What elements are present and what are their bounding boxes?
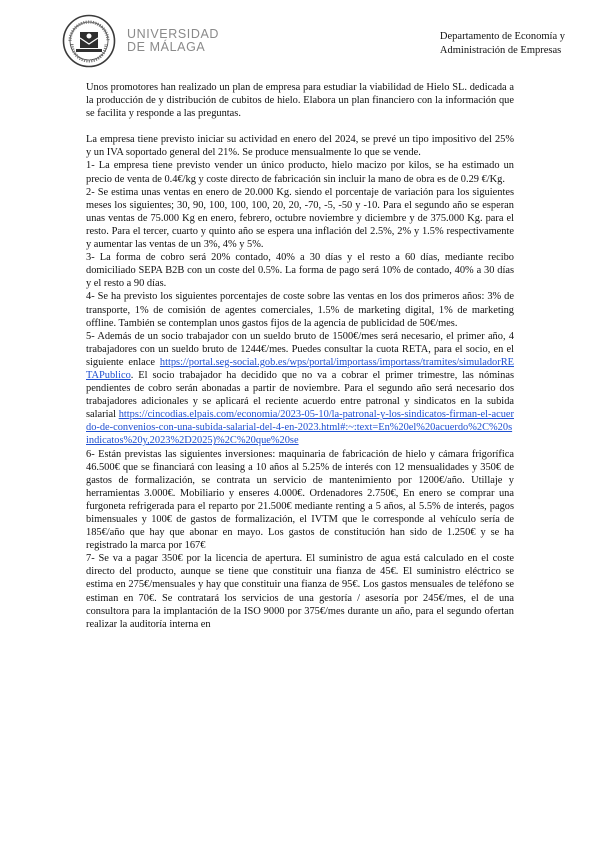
start-paragraph: La empresa tiene previsto iniciar su actividad en enero del 2024, se prevé un tipo impositivo del 25% y un IVA soportado general del 21%. Se produce mensualmente lo que se vende. — [86, 134, 514, 159]
item-5-text-b: . El socio trabajador ha decidido que no va a cobrar el primer trimestre, las nóminas pendientes de cobro serán abonadas a partir de noviembre. Para el segundo año será necesario dos trabajadores adicionales y se aplicará el reciente acuerdo entre patronal y sindicatos en la subida salarial — [86, 369, 514, 421]
department-line2: Administración de Empresas — [439, 45, 562, 56]
university-name — [127, 28, 219, 54]
document-body — [86, 81, 514, 631]
item-5-text-a: 5- Además de un socio trabajador con un sueldo bruto de 1500€/mes será necesario, el primer año, 4 trabajadores con un sueldo bruto de 1244€/mes. Puedes consultar la cuota RETA, para el socio, en el siguiente enlace — [86, 330, 514, 368]
department-name — [440, 30, 565, 58]
salary-agreement-link[interactable]: https://cincodias.elpais.com/economia/2023-05-10/la-patronal-y-los-sindicatos-firman-el-acuerdo-de-convenios-con-una-subida-salarial-del-4-en-2023.html#:~:text=En%20el%20acuerdo%2C%20sindicatos%20y,2023%2D2025)%2C%20que%20se — [86, 409, 514, 447]
page-header — [0, 0, 599, 80]
university-seal-icon — [62, 14, 116, 68]
university-name-line2: DE MÁLAGA — [127, 40, 206, 54]
department-line1: Departamento de Economía y — [439, 31, 565, 42]
item-3-paragraph: 3- La forma de cobro será 20% contado, 40% a 30 días y el resto a 60 días, mediante recibo domiciliado SEPA B2B con un coste del 0.5%. La forma de pago será 10% de contado, 40% a 30 días y el resto a 90 días. — [86, 252, 514, 290]
university-name-line1: UNIVERSIDAD — [127, 27, 220, 41]
reta-simulator-link[interactable]: https://portal.seg-social.gob.es/wps/portal/importass/importass/tramites/simuladorRETAPublico — [86, 356, 514, 381]
item-5-paragraph — [86, 330, 514, 448]
item-4-paragraph: 4- Se ha previsto los siguientes porcentajes de coste sobre las ventas en los dos primeros años: 3% de transporte, 1% de comisión de agentes comerciales, 1.5% de marketing digital, 1% de marketing offline. También se contemplan unos gastos fijos de la agencia de publicidad de 50€/mes. — [86, 291, 514, 329]
intro-paragraph: Unos promotores han realizado un plan de empresa para estudiar la viabilidad de Hielo SL. dedicada a la producción de y distribución de cubitos de hielo. Elabora un plan financiero con la información que se facilita y responde a las preguntas. — [86, 82, 514, 120]
item-6-paragraph: 6- Están previstas las siguientes inversiones: maquinaria de fabricación de hielo y cámara frigorífica 46.500€ que se financiará con leasing a 10 años al 5.25% de interés con 12 mensualidades y 350€ de gastos de formalización, se contrata un servicio de mantenimiento por 1200€/año. Utillaje y herramientas 3.000€. Mobiliario y enseres 4.000€. Ordenadores 2.750€, En enero se comprar una furgoneta refrigerada para el reparto por 21.500€ mediante renting a 5 años, al 5.5% de interés, pagos bimensuales y 100€ de gastos de formalización, el IVTM que le corresponde al vehículo sería de 185€/año que hay que abonar en mayo. Los gastos de constitución han sido de 1.250€ y se ha registrado la marca por 167€ — [86, 448, 514, 552]
item-2-paragraph: 2- Se estima unas ventas en enero de 20.000 Kg. siendo el porcentaje de variación para los siguientes meses los siguientes; 30, 90, 100, 100, 100, 20, 20, -70, -5, -50 y -10. Para el segundo año se esperan unas ventas de 75.000 Kg en enero, febrero, octubre noviembre y diciembre y de 375.000 Kg. para el resto. Para el tercer, cuarto y quinto año se espera una inflación del 2.5%, 2% y 1.5% respectivamente y aumentar las ventas de un 3%, 4% y 5%. — [86, 186, 514, 251]
item-7-paragraph: 7- Se va a pagar 350€ por la licencia de apertura. El suministro de agua está calculado en el coste directo del producto, aunque se tiene que constituir una fianza de 45€. El suministro eléctrico se estima en 275€/mensuales y hay que constituir una fianza de 95€. Los gastos mensuales de teléfono se estiman en 70€. Se contratará los servicios de una gestoría / asesoría por 245€/mes, el de una consultora para la implantación de la ISO 9000 por 375€/mes durante un año, para el segundo ofertan realizar la auditoría interna en — [86, 553, 514, 630]
item-1-paragraph: 1- La empresa tiene previsto vender un único producto, hielo macizo por kilos, se ha estimado un precio de venta de 0.4€/kg y coste directo de fabricación sin incluir la mano de obra es de 0.29 €/Kg. — [86, 160, 514, 185]
